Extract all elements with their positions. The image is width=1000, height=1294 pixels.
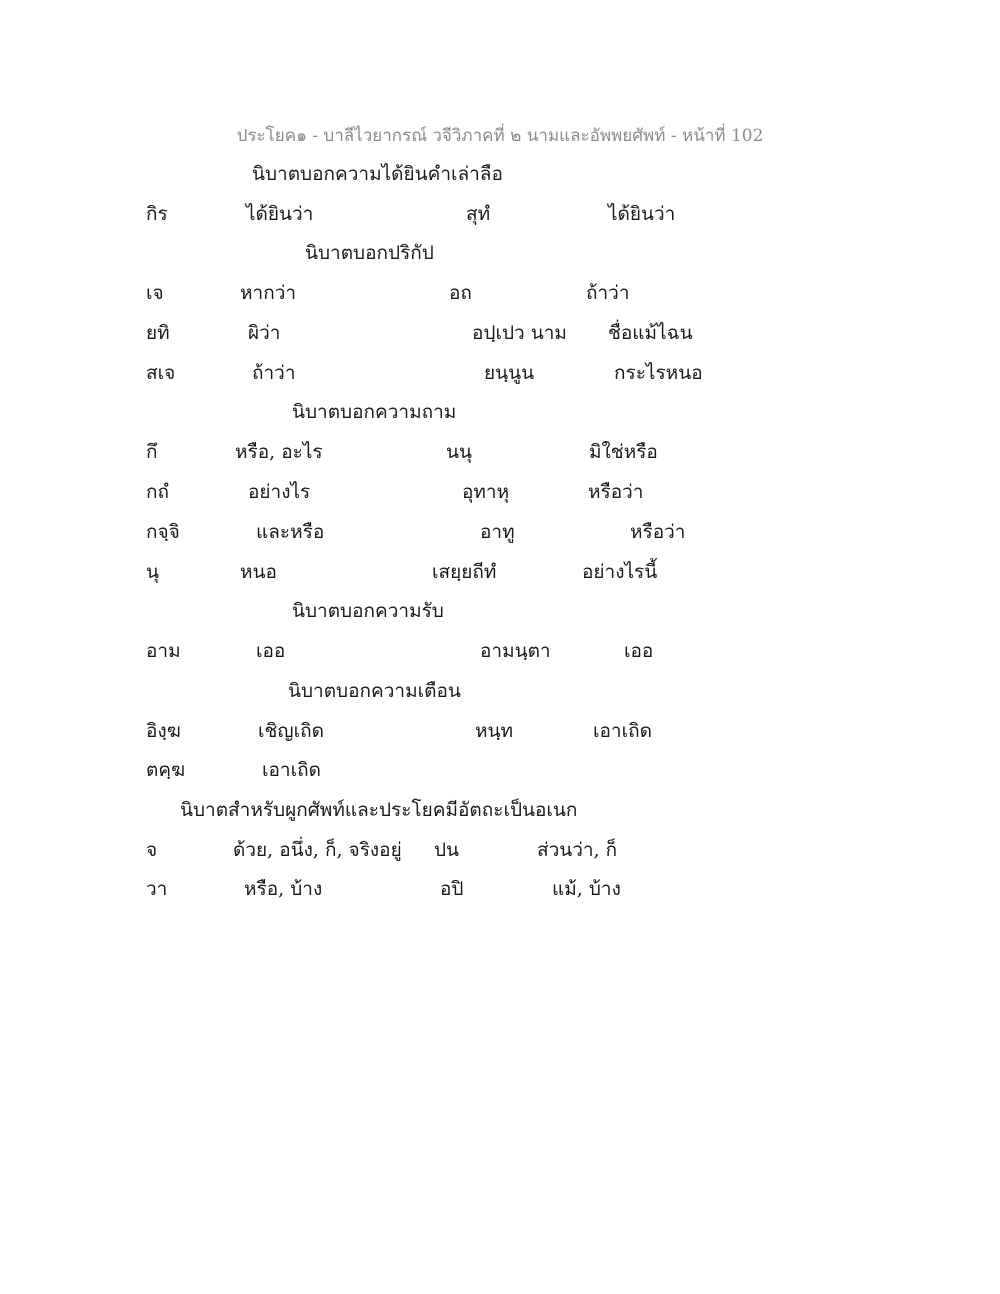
- section-heading: นิบาตสำหรับผูกศัพท์และประโยคมีอัตถะเป็นอเนก: [180, 799, 578, 821]
- thai-meaning-2: อย่างไรนี้: [582, 561, 658, 583]
- section-heading: นิบาตบอกความรับ: [292, 600, 444, 622]
- thai-meaning-1: เออ: [256, 640, 286, 662]
- pali-word-1: วา: [146, 878, 168, 900]
- thai-meaning-1: อย่างไร: [248, 481, 311, 503]
- pali-word-1: กจฺจิ: [146, 521, 180, 543]
- pali-word-2: สุทํ: [466, 203, 491, 225]
- pali-word-1: กึ: [146, 441, 158, 463]
- thai-meaning-2: เอาเถิด: [593, 720, 652, 742]
- page-header: ประโยค๑ - บาลีไวยากรณ์ วจีวิภาคที่ ๒ นามและอัพพยศัพท์ - หน้าที่ 102: [236, 126, 764, 146]
- thai-meaning-1: หากว่า: [240, 282, 297, 304]
- pali-word-2: อปฺเปว นาม: [472, 322, 567, 344]
- thai-meaning-1: ได้ยินว่า: [246, 203, 314, 225]
- thai-meaning-2: มิใช่หรือ: [589, 441, 658, 463]
- pali-word-1: อาม: [146, 640, 181, 662]
- pali-word-1: กิร: [146, 203, 168, 225]
- section-heading: นิบาตบอกความได้ยินคำเล่าลือ: [252, 163, 503, 185]
- thai-meaning-1: เชิญเถิด: [258, 720, 324, 742]
- thai-meaning-1: เอาเถิด: [262, 759, 321, 781]
- section-heading: นิบาตบอกปริกัป: [305, 242, 434, 264]
- section-heading: นิบาตบอกความถาม: [292, 401, 457, 423]
- pali-word-2: นนุ: [446, 441, 472, 463]
- pali-word-1: นุ: [146, 561, 159, 583]
- pali-word-2: อปิ: [440, 878, 464, 900]
- pali-word-2: อาทู: [480, 521, 515, 543]
- thai-meaning-1: หรือ, อะไร: [235, 441, 323, 463]
- pali-word-2: เสยฺยถีทํ: [432, 561, 497, 583]
- pali-word-2: หนฺท: [475, 720, 514, 742]
- thai-meaning-2: ได้ยินว่า: [608, 203, 676, 225]
- thai-meaning-2: ถ้าว่า: [586, 282, 630, 304]
- thai-meaning-2: แม้, บ้าง: [552, 878, 621, 900]
- pali-word-1: ตคฺฆ: [146, 759, 186, 781]
- pali-word-1: อิงฺฆ: [146, 720, 181, 742]
- pali-word-1: จ: [146, 839, 158, 861]
- pali-word-2: ปน: [434, 839, 460, 861]
- pali-word-1: เจ: [146, 282, 164, 304]
- pali-word-1: สเจ: [146, 362, 176, 384]
- pali-word-2: อามนฺตา: [480, 640, 551, 662]
- thai-meaning-2: ส่วนว่า, ก็: [537, 839, 618, 861]
- thai-meaning-2: เออ: [624, 640, 654, 662]
- thai-meaning-1: ด้วย, อนึ่ง, ก็, จริงอยู่: [233, 839, 402, 861]
- thai-meaning-2: ชื่อแม้ไฉน: [608, 322, 693, 344]
- pali-word-2: อถ: [449, 282, 472, 304]
- thai-meaning-2: หรือว่า: [630, 521, 686, 543]
- thai-meaning-1: หรือ, บ้าง: [244, 878, 323, 900]
- pali-word-1: ยทิ: [146, 322, 170, 344]
- thai-meaning-1: ผิว่า: [248, 322, 281, 344]
- thai-meaning-1: หนอ: [240, 561, 277, 583]
- thai-meaning-1: ถ้าว่า: [252, 362, 296, 384]
- section-heading: นิบาตบอกความเตือน: [288, 680, 461, 702]
- thai-meaning-2: กระไรหนอ: [614, 362, 703, 384]
- thai-meaning-1: และหรือ: [256, 521, 325, 543]
- thai-meaning-2: หรือว่า: [588, 481, 644, 503]
- pali-word-2: อุทาหุ: [462, 481, 510, 503]
- pali-word-2: ยนฺนูน: [484, 362, 535, 384]
- pali-word-1: กถํ: [146, 481, 170, 503]
